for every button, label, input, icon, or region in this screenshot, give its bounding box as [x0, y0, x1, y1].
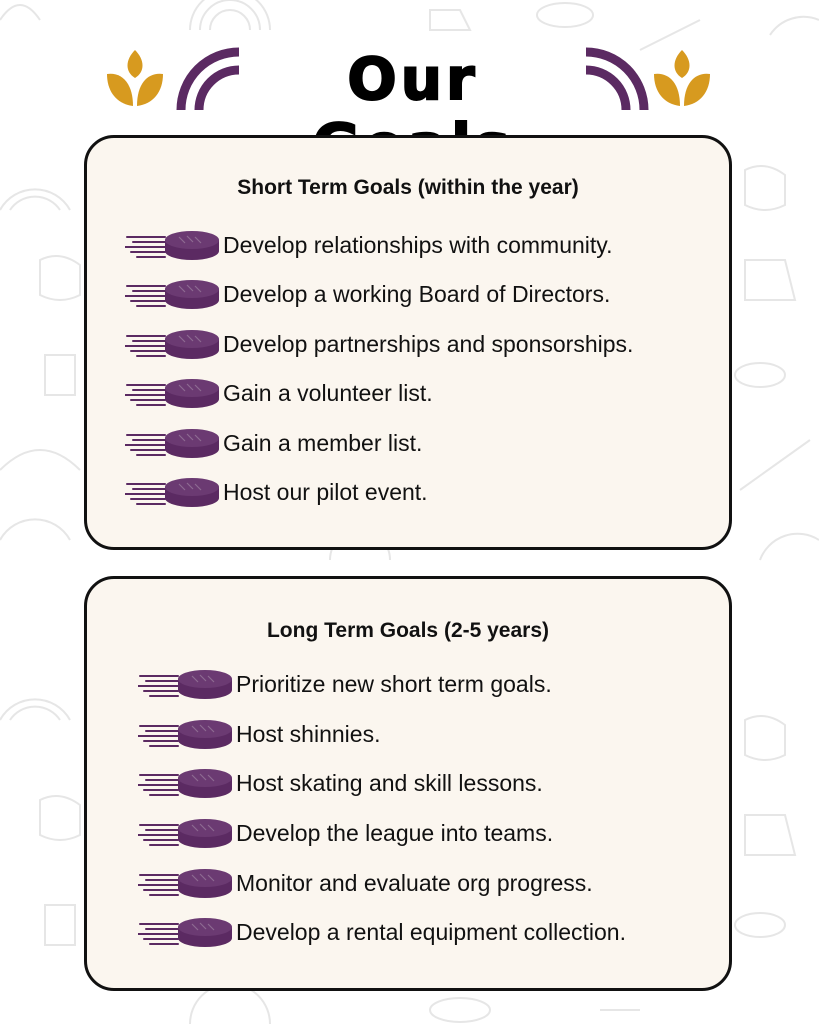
- hockey-puck-icon: [138, 718, 232, 750]
- goal-text: Develop partnerships and sponsorships.: [223, 330, 634, 357]
- list-item: [125, 472, 428, 512]
- goal-text: Develop the league into teams.: [236, 819, 554, 846]
- hockey-puck-icon: [125, 476, 219, 508]
- page-header: [0, 44, 819, 114]
- list-item: [125, 274, 610, 314]
- short-term-goals-title: Short Term Goals (within the year): [237, 176, 579, 199]
- hockey-puck-icon: [138, 916, 232, 948]
- list-item: [125, 423, 422, 463]
- hockey-puck-icon: [125, 328, 219, 360]
- goal-text: Host shinnies.: [236, 720, 381, 747]
- short-term-goals-card: [84, 135, 732, 550]
- goal-text: Prioritize new short term goals.: [236, 670, 552, 697]
- hockey-puck-icon: [138, 668, 232, 700]
- list-item: [138, 863, 593, 903]
- list-item: [138, 813, 553, 853]
- goal-text: Host our pilot event.: [223, 478, 428, 505]
- hockey-puck-icon: [138, 867, 232, 899]
- list-item: [125, 324, 633, 364]
- list-item: [138, 714, 380, 754]
- goal-text: Monitor and evaluate org progress.: [236, 869, 593, 896]
- hockey-puck-icon: [125, 278, 219, 310]
- leaf-sprout-icon: [652, 48, 712, 108]
- long-term-goals-card: [84, 576, 732, 991]
- hockey-puck-icon: [125, 377, 219, 409]
- hockey-puck-icon: [125, 427, 219, 459]
- leaf-sprout-icon: [105, 48, 165, 108]
- goal-text: Develop a working Board of Directors.: [223, 280, 611, 307]
- goal-text: Host skating and skill lessons.: [236, 769, 543, 796]
- hockey-puck-icon: [138, 817, 232, 849]
- goal-text: Gain a member list.: [223, 429, 423, 456]
- hockey-puck-icon: [125, 229, 219, 261]
- goal-text: Develop relationships with community.: [223, 231, 613, 258]
- long-term-goals-title: Long Term Goals (2-5 years): [266, 619, 550, 642]
- list-item: [138, 912, 626, 952]
- rainbow-arc-icon: [582, 46, 652, 110]
- goal-text: Develop a rental equipment collection.: [236, 918, 626, 945]
- rainbow-arc-icon: [173, 46, 243, 110]
- list-item: [125, 225, 612, 265]
- goal-text: Gain a volunteer list.: [223, 379, 433, 406]
- list-item: [138, 664, 552, 704]
- hockey-puck-icon: [138, 767, 232, 799]
- list-item: [125, 373, 433, 413]
- list-item: [138, 763, 543, 803]
- page-title: Our: [347, 45, 479, 113]
